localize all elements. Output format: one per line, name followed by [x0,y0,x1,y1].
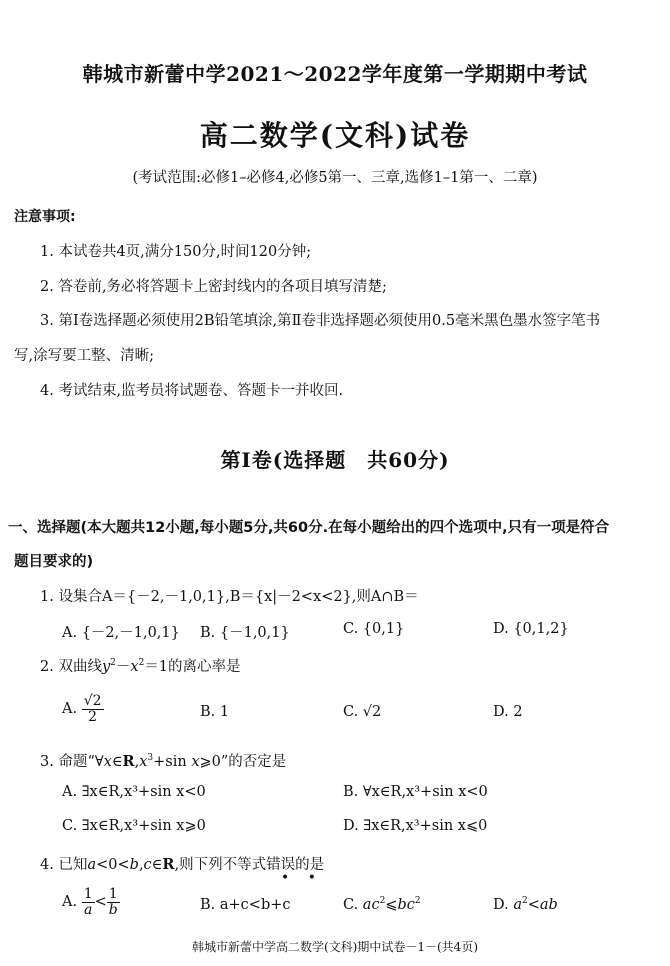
q2-option-c: C. √2 [343,704,382,720]
q2-option-b: B. 1 [200,704,230,720]
q2-option-a-fraction [82,694,104,724]
section-intro-line1: 一、选择题(本大题共12小题,每小题5分,共60分.在每小题给出的四个选项中,只有一项是符合 [8,520,610,536]
page-footer: 韩城市新蕾中学高二数学(文科)期中试卷－1－(共4页) [192,940,478,954]
q1-option-c: C. {0,1} [343,621,405,637]
fraction-1-over-a: $\frac{1}{a}$ [83,886,93,918]
notice-item-3: 3. 第Ⅰ卷选择题必须使用2B铅笔填涂,第Ⅱ卷非选择题必须使用0.5毫米黑色墨水签字笔书 [40,313,601,329]
q3-stem-post: ”的否定是 [220,754,287,770]
q1-option-b: B. {－1,0,1} [200,625,290,641]
question-3-stem: 3. 命题“$\forall x\in R,x^3+\sin$ x⩾0”的否定是 [40,753,287,770]
section-intro-line2: 题目要求的) [14,554,94,570]
notice-heading: 注意事项: [14,209,76,225]
question-4-stem: 4. 已知a<0<b,c∈R,则下列不等式错误的是 [40,856,325,873]
q2-option-a [62,694,104,724]
notice-item-3-cont: 写,涂写要工整、清晰; [14,348,154,364]
q2-stem-pre: 2. 双曲线 [40,659,102,675]
notice-item-4: 4. 考试结束,监考员将试题卷、答题卡一并收回. [40,383,344,399]
q2-option-d: D. 2 [493,704,523,720]
section-title: 第Ⅰ卷(选择题 共60分) [220,448,450,472]
q2-stem-post: ＝1的离心率是 [144,659,241,675]
q1-option-d: D. {0,1,2} [493,621,569,637]
notice-item-1: 1. 本试卷共4页,满分150分,时间120分钟; [40,244,312,260]
q3-option-a: A. ∃x∈R,x³+sin x<0 [62,784,206,800]
q2-option-a-label: A. [62,701,78,718]
q4-option-a-label: A. [62,894,78,911]
notice-item-2: 2. 答卷前,务必将答题卡上密封线内的各项目填写清楚; [40,279,387,295]
q3-option-d: D. ∃x∈R,x³+sin x⩽0 [343,818,488,834]
q3-stem-pre: 3. 命题“ [40,754,95,770]
q4-option-d: D. $a^2<ab$ [493,896,558,913]
q4-option-c: C. $ac^2⩽bc^2$ [343,896,421,913]
school-exam-line: 韩城市新蕾中学2021～2022学年度第一学期期中考试 [82,62,588,86]
emphasis-dots: • • [281,870,323,886]
exam-scope: (考试范围:必修1–必修4,必修5第一、三章,选修1–1第一、二章) [132,170,538,186]
q4-option-c-label: C. [343,897,359,913]
q4-option-b: B. a+c<b+c [200,897,291,913]
fraction-denominator: 2 [88,708,98,725]
fraction-numerator: √2 [83,693,102,709]
q4-stem-post: ,则下列不等式错误的是 [174,857,325,873]
q4-stem-pre: 4. 已知 [40,857,88,873]
q1-option-a: A. {－2,－1,0,1} [62,625,180,641]
paper-title: 高二数学(文科)试卷 [199,119,471,152]
question-1-stem: 1. 设集合A＝{－2,－1,0,1},B＝{x|－2<x<2},则A∩B＝ [40,589,419,605]
q3-option-c: C. ∃x∈R,x³+sin x⩾0 [62,818,206,834]
q4-option-a: A. $\frac{1}{a}$ < $\frac{1}{b}$ [62,886,118,918]
fraction-1-over-b: $\frac{1}{b}$ [108,886,118,918]
q3-option-b: B. ∀x∈R,x³+sin x<0 [343,784,488,800]
question-2-stem: 2. 双曲线$y^2-x^2=1$的离心率是 [40,658,241,675]
q4-option-d-label: D. [493,897,509,913]
